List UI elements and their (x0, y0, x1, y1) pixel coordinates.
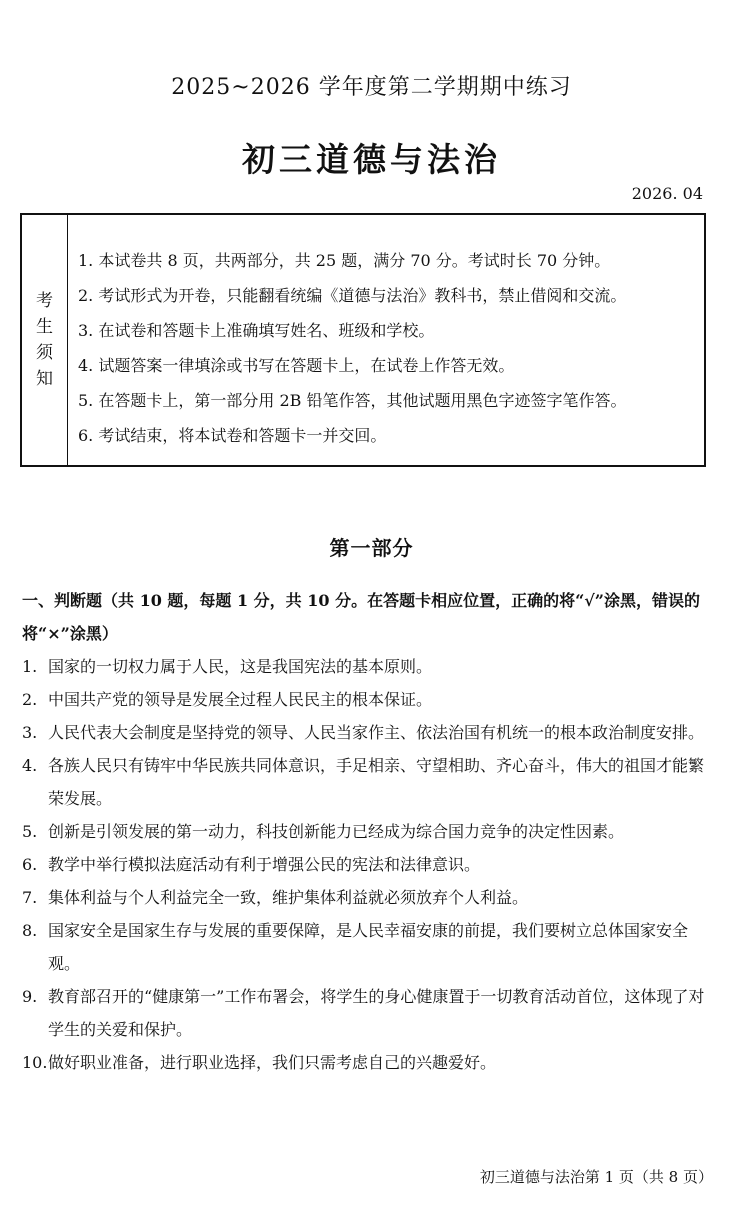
question-item (22, 716, 712, 749)
question-number: 10. (22, 1053, 48, 1072)
question-item (22, 683, 712, 716)
question-number: 6. (22, 855, 38, 874)
question-item (22, 848, 712, 881)
notice-label-cell (22, 215, 68, 465)
exam-date: 2026. 04 (631, 184, 703, 203)
notice-item: 2. 考试形式为开卷，只能翻看统编《道德与法治》教科书，禁止借阅和交流。 (78, 286, 627, 305)
part-title: 第一部分 (329, 536, 414, 560)
question-text: 教育部召开的“健康第一”工作布署会，将学生的身心健康置于一切教育活动首位，这体现了对学生的关爱和保护。 (48, 987, 705, 1039)
question-text: 教学中举行模拟法庭活动有利于增强公民的宪法和法律意识。 (48, 855, 481, 874)
question-number: 3. (22, 723, 38, 742)
question-number: 2. (22, 690, 38, 709)
question-item (22, 881, 712, 914)
section-heading: 一、判断题（共 10 题，每题 1 分，共 10 分。在答题卡相应位置，正确的将“√”涂黑，错误的将“×”涂黑） (22, 591, 701, 643)
notice-item: 4. 试题答案一律填涂或书写在答题卡上，在试卷上作答无效。 (78, 356, 515, 375)
question-number: 7. (22, 888, 38, 907)
question-item (22, 914, 712, 980)
notice-item: 6. 考试结束，将本试卷和答题卡一并交回。 (78, 426, 387, 445)
question-text: 集体利益与个人利益完全一致，维护集体利益就必须放弃个人利益。 (48, 888, 529, 907)
question-text: 中国共产党的领导是发展全过程人民民主的根本保证。 (48, 690, 433, 709)
notice-item: 5. 在答题卡上，第一部分用 2B 铅笔作答，其他试题用黑色字迹签字笔作答。 (78, 391, 627, 410)
question-number: 9. (22, 987, 38, 1006)
question-item (22, 980, 712, 1046)
question-text: 各族人民只有铸牢中华民族共同体意识，手足相亲、守望相助、齐心奋斗，伟大的祖国才能繁荣发展。 (48, 756, 705, 808)
question-number: 8. (22, 921, 38, 940)
question-number: 1. (22, 657, 38, 676)
notice-item: 1. 本试卷共 8 页，共两部分，共 25 题，满分 70 分。考试时长 70 分钟。 (78, 251, 611, 270)
question-text: 国家的一切权力属于人民，这是我国宪法的基本原则。 (48, 657, 433, 676)
question-text: 做好职业准备，进行职业选择，我们只需考虑自己的兴趣爱好。 (48, 1053, 497, 1072)
question-list (22, 650, 712, 1079)
notice-list (78, 243, 696, 453)
notice-item: 3. 在试卷和答题卡上准确填写姓名、班级和学校。 (78, 321, 435, 340)
notice-label: 考生须知 (36, 291, 53, 389)
exam-title: 2025~2026 学年度第二学期期中练习 (171, 75, 572, 100)
question-text: 人民代表大会制度是坚持党的领导、人民当家作主、依法治国有机统一的根本政治制度安排。 (48, 723, 705, 742)
question-number: 5. (22, 822, 38, 841)
question-text: 创新是引领发展的第一动力，科技创新能力已经成为综合国力竞争的决定性因素。 (48, 822, 625, 841)
question-number: 4. (22, 756, 38, 775)
question-item (22, 650, 712, 683)
question-item (22, 1046, 712, 1079)
question-text: 国家安全是国家生存与发展的重要保障，是人民幸福安康的前提，我们要树立总体国家安全观。 (48, 921, 689, 973)
candidate-notice-box (20, 213, 706, 467)
question-item (22, 815, 712, 848)
page-footer: 初三道德与法治第 1 页（共 8 页） (479, 1168, 713, 1186)
question-item (22, 749, 712, 815)
subject-title: 初三道德与法治 (242, 140, 501, 179)
